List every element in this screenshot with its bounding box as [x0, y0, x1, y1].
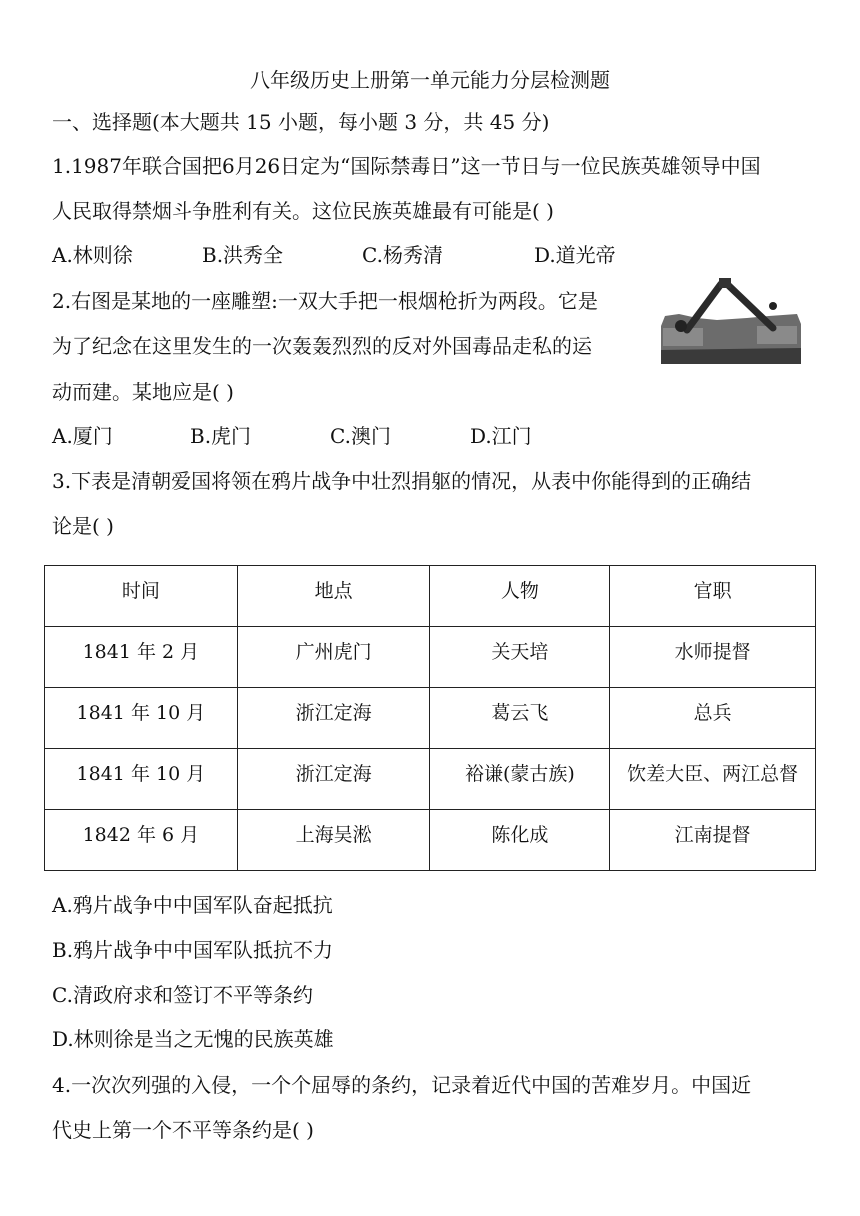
q3-stem-line2: 论是( ) [52, 514, 114, 538]
q2-stem-line1: 2.右图是某地的一座雕塑:一双大手把一根烟枪折为两段。它是 [52, 289, 598, 313]
table-header-cell: 地点 [237, 566, 430, 627]
q2-option-d[interactable]: D.江门 [470, 424, 532, 448]
table-cell: 1842 年 6 月 [45, 810, 238, 871]
q1-option-a[interactable]: A.林则徐 [52, 243, 133, 267]
table-cell: 江南提督 [610, 810, 816, 871]
table-row [45, 810, 816, 871]
q3-option-a[interactable]: A.鸦片战争中中国军队奋起抵抗 [52, 893, 333, 917]
table-cell: 水师提督 [610, 627, 816, 688]
smashed-opium-pipe-sculpture-image [657, 270, 803, 366]
q1-stem-line1: 1.1987年联合国把6月26日定为“国际禁毒日”这一节日与一位民族英雄领导中国 [52, 154, 761, 178]
table-cell: 裕谦(蒙古族) [430, 749, 610, 810]
q2-stem-line3: 动而建。某地应是( ) [52, 380, 234, 404]
table-cell: 浙江定海 [237, 688, 430, 749]
table-header-row [45, 566, 816, 627]
table-row [45, 749, 816, 810]
q3-option-b[interactable]: B.鸦片战争中中国军队抵抗不力 [52, 938, 334, 962]
q1-option-b[interactable]: B.洪秀全 [202, 243, 284, 267]
q3-option-c[interactable]: C.清政府求和签订不平等条约 [52, 983, 313, 1007]
q4-stem-line1: 4.一次次列强的入侵，一个个屈辱的条约，记录着近代中国的苦难岁月。中国近 [52, 1073, 752, 1097]
q2-stem-line2: 为了纪念在这里发生的一次轰轰烈烈的反对外国毒品走私的运 [52, 334, 592, 358]
table-header-cell: 人物 [430, 566, 610, 627]
q2-option-a[interactable]: A.厦门 [52, 424, 113, 448]
q3-stem-line1: 3.下表是清朝爱国将领在鸦片战争中壮烈捐躯的情况，从表中你能得到的正确结 [52, 469, 752, 493]
table-cell: 饮差大臣、两江总督 [610, 749, 816, 810]
table-cell: 关天培 [430, 627, 610, 688]
martyrs-table [44, 565, 816, 871]
table-cell: 总兵 [610, 688, 816, 749]
q1-stem-line2: 人民取得禁烟斗争胜利有关。这位民族英雄最有可能是( ) [52, 199, 554, 223]
table-cell: 广州虎门 [237, 627, 430, 688]
q2-option-b[interactable]: B.虎门 [190, 424, 252, 448]
q2-option-c[interactable]: C.澳门 [330, 424, 391, 448]
table-row [45, 688, 816, 749]
table-cell: 上海吴淞 [237, 810, 430, 871]
page-title: 八年级历史上册第一单元能力分层检测题 [250, 68, 610, 92]
q4-stem-line2: 代史上第一个不平等条约是( ) [52, 1118, 314, 1142]
table-cell: 浙江定海 [237, 749, 430, 810]
table-cell: 1841 年 2 月 [45, 627, 238, 688]
table-cell: 陈化成 [430, 810, 610, 871]
q1-option-c[interactable]: C.杨秀清 [362, 243, 443, 267]
q1-option-d[interactable]: D.道光帝 [534, 243, 616, 267]
q3-option-d[interactable]: D.林则徐是当之无愧的民族英雄 [52, 1027, 334, 1051]
table-cell: 1841 年 10 月 [45, 688, 238, 749]
table-header-cell: 时间 [45, 566, 238, 627]
table-cell: 1841 年 10 月 [45, 749, 238, 810]
table-row [45, 627, 816, 688]
table-header-cell: 官职 [610, 566, 816, 627]
table-cell: 葛云飞 [430, 688, 610, 749]
section-heading: 一、选择题(本大题共 15 小题，每小题 3 分，共 45 分) [52, 110, 550, 134]
